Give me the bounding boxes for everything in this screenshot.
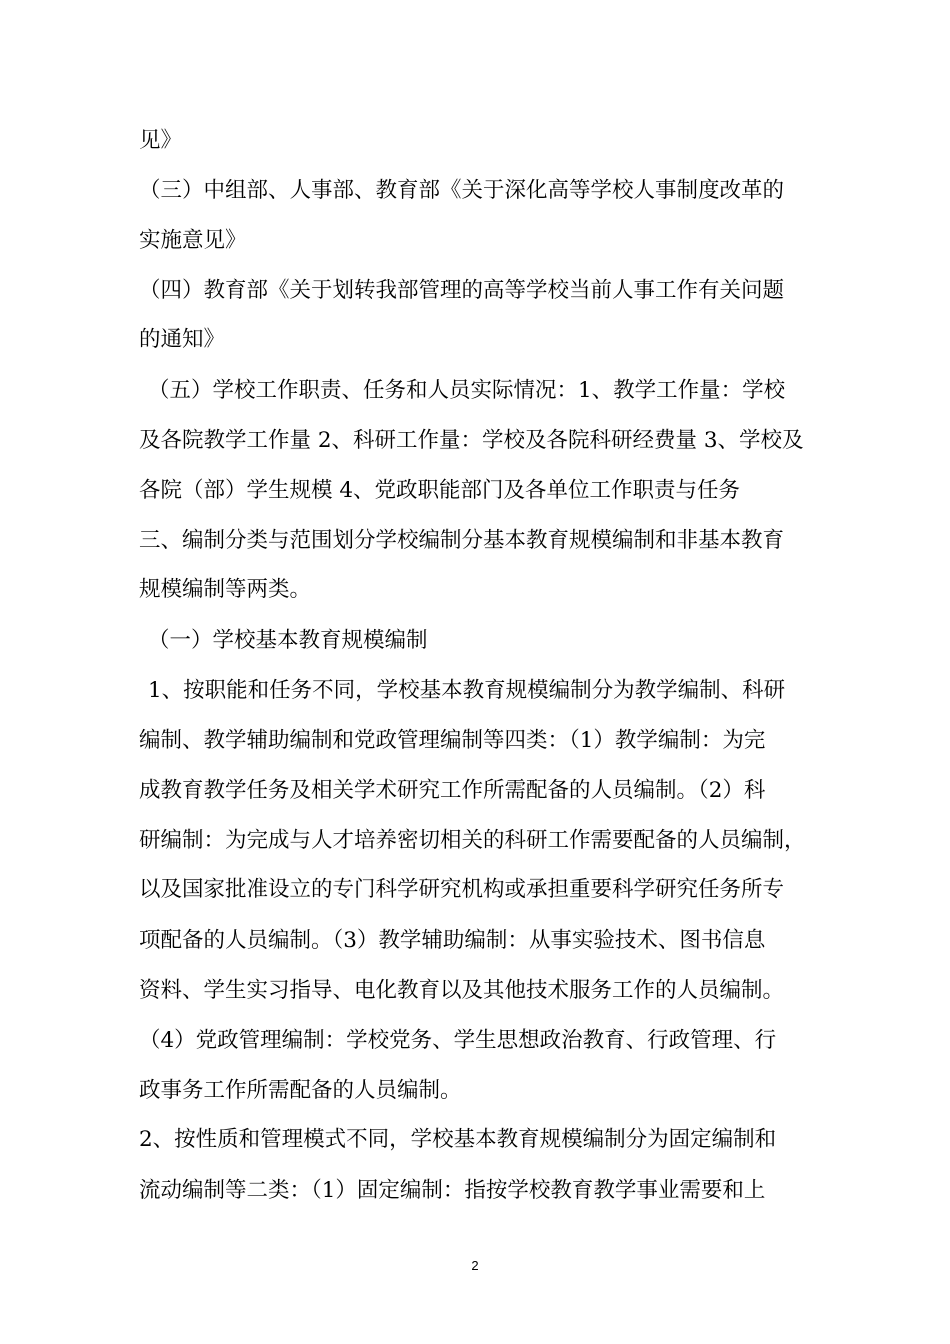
text-line: 编制、教学辅助编制和党政管理编制等四类：（1）教学编制：为完 — [139, 728, 766, 753]
text-line: 研编制：为完成与人才培养密切相关的科研工作需要配备的人员编制， — [139, 828, 806, 853]
text-line: 1、按职能和任务不同，学校基本教育规模编制分为教学编制、科研 — [148, 678, 786, 703]
text-line: 见》 — [139, 128, 183, 153]
text-line: （4）党政管理编制：学校党务、学生思想政治教育、行政管理、行 — [139, 1028, 777, 1053]
text-line: （三）中组部、人事部、教育部《关于深化高等学校人事制度改革的 — [139, 178, 785, 203]
text-line: 资料、学生实习指导、电化教育以及其他技术服务工作的人员编制。 — [139, 978, 785, 1003]
text-line: 各院（部）学生规模 4、党政职能部门及各单位工作职责与任务 — [139, 478, 741, 503]
text-line: 政事务工作所需配备的人员编制。 — [139, 1078, 462, 1103]
text-line: 以及国家批准设立的专门科学研究机构或承担重要科学研究任务所专 — [139, 877, 785, 902]
text-line: 实施意见》 — [139, 228, 247, 253]
text-line: 规模编制等两类。 — [139, 577, 312, 602]
page-number: 2 — [471, 1258, 479, 1273]
text-line: 及各院教学工作量 2、科研工作量：学校及各院科研经费量 3、学校及 — [139, 428, 804, 453]
text-line: 的通知》 — [139, 327, 226, 352]
text-line: 项配备的人员编制。（3）教学辅助编制：从事实验技术、图书信息 — [139, 928, 766, 953]
text-line: （五）学校工作职责、任务和人员实际情况：1、教学工作量：学校 — [148, 378, 786, 403]
text-line: 2、按性质和管理模式不同，学校基本教育规模编制分为固定编制和 — [139, 1127, 777, 1152]
text-line: （四）教育部《关于划转我部管理的高等学校当前人事工作有关问题 — [139, 278, 785, 303]
text-line: 三、编制分类与范围划分学校编制分基本教育规模编制和非基本教育 — [139, 528, 785, 553]
text-line: 成教育教学任务及相关学术研究工作所需配备的人员编制。（2）科 — [139, 778, 766, 803]
text-line: 流动编制等二类：（1）固定编制：指按学校教育教学事业需要和上 — [139, 1178, 766, 1203]
text-line: （一）学校基本教育规模编制 — [148, 628, 428, 653]
